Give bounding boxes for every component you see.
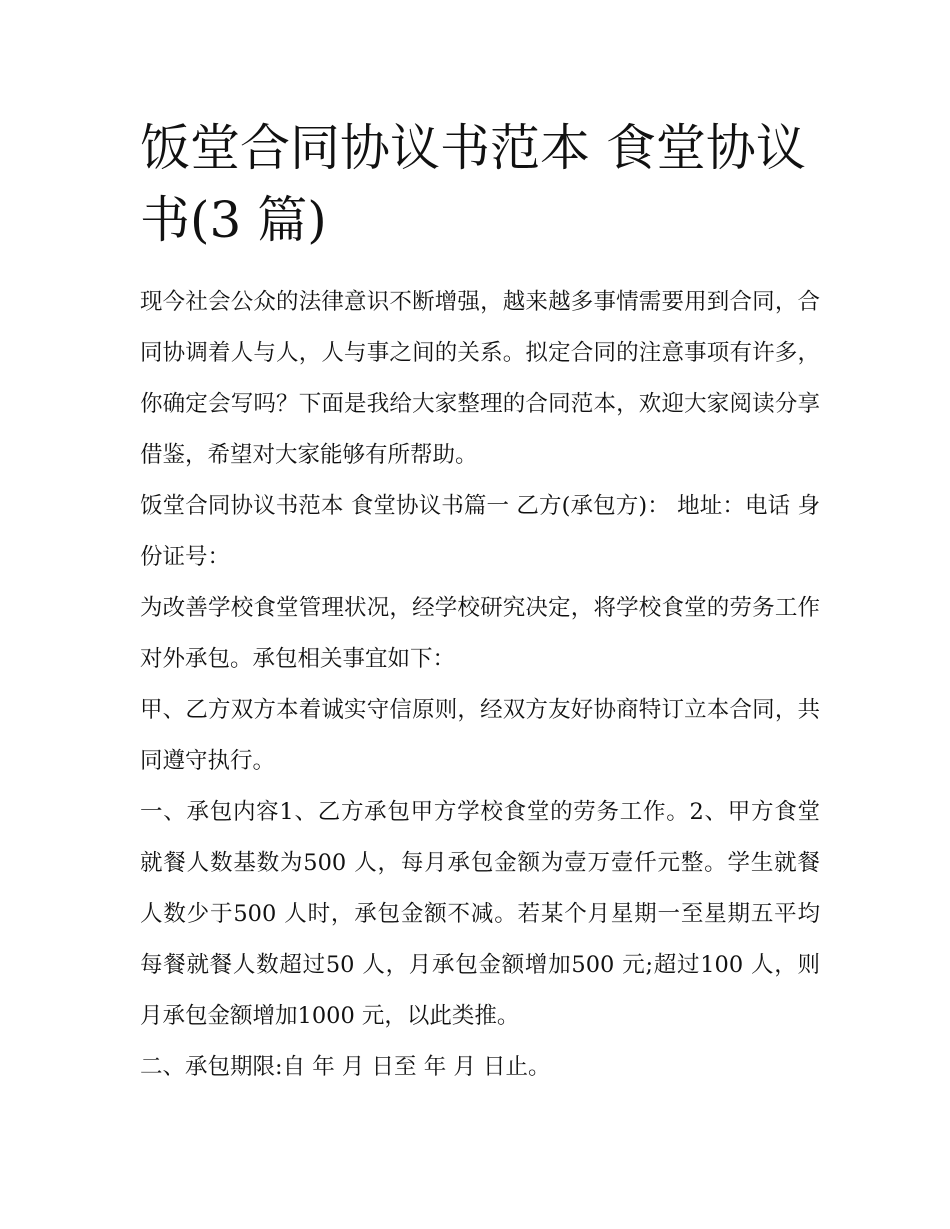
paragraph-contract-term: 二、承包期限:自 年 月 日至 年 月 日止。: [140, 1054, 551, 1080]
paragraph-purpose: 为改善学校食堂管理状况，经学校研究决定，将学校食堂的劳务工作对外承包。承包相关事宜如下：: [140, 595, 820, 672]
paragraph-principle: 甲、乙方双方本着诚实守信原则，经双方友好协商特订立本合同，共同遵守执行。: [140, 697, 820, 774]
document-title: 饭堂合同协议书范本 食堂协议书(3 篇): [140, 119, 806, 249]
document-content: [140, 112, 820, 1093]
document-body: [140, 277, 820, 1093]
paragraph-contract-content: 一、承包内容1、乙方承包甲方学校食堂的劳务工作。2、甲方食堂就餐人数基数为500 人，每月承包金额为壹万壹仟元整。学生就餐人数少于500 人时，承包金额不减。若某个月星期一至星期五平均每餐就餐人数超过50 人，月承包金额增加500 元;超过100 人，则月承包金额增加1000 元，以此类推。: [140, 799, 820, 1029]
paragraph-parties: 饭堂合同协议书范本 食堂协议书篇一 乙方(承包方)： 地址：电话 身份证号：: [140, 493, 820, 570]
paragraph-intro: 现今社会公众的法律意识不断增强，越来越多事情需要用到合同，合同协调着人与人，人与事之间的关系。拟定合同的注意事项有许多，你确定会写吗？下面是我给大家整理的合同范本，欢迎大家阅读分享借鉴，希望对大家能够有所帮助。: [140, 289, 820, 468]
